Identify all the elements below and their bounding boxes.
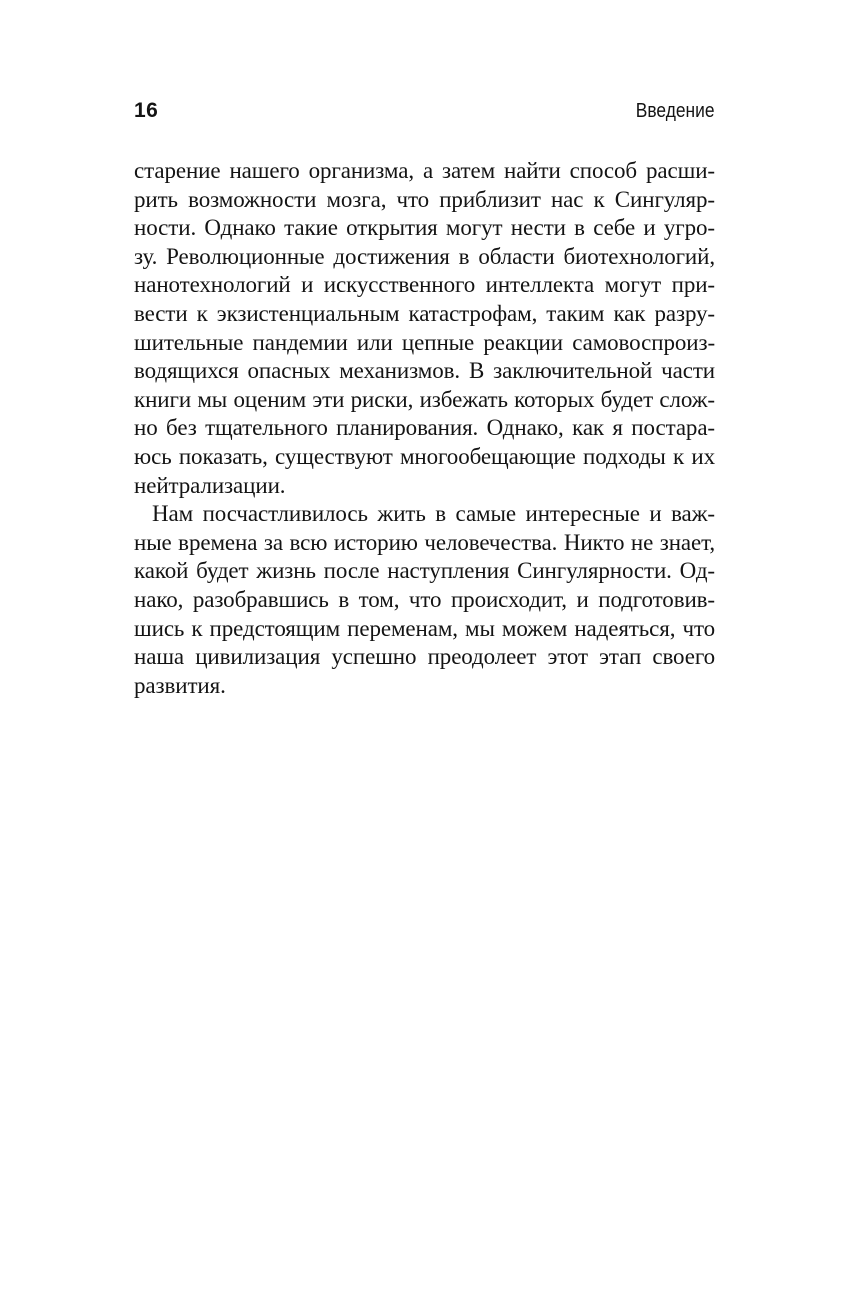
text-line: наша цивилизация успешно преодолеет этот этап своего <box>134 644 715 670</box>
text-line: шительные пандемии или цепные реакции самовоспроиз- <box>134 329 715 355</box>
text-line: какой будет жизнь после наступления Сингулярности. Од- <box>134 558 715 584</box>
text-line: но без тщательного планирования. Однако, как я постара- <box>134 415 715 441</box>
text-line: старение нашего организма, а затем найти способ расши- <box>134 158 715 183</box>
text-line: ности. Однако такие открытия могут нести в себе и угро- <box>134 215 715 241</box>
text-line: зу. Революционные достижения в области биотехнологий, <box>134 243 715 269</box>
text-line: шись к предстоящим переменам, мы можем надеяться, что <box>134 615 715 641</box>
text-line: нако, разобравшись в том, что происходит, и подготовив- <box>134 586 715 612</box>
page-number: 16 <box>134 99 159 122</box>
text-line: нанотехнологий и искусственного интеллекта могут при- <box>134 272 715 298</box>
text-line: Нам посчастливилось жить в самые интересные и важ- <box>152 501 715 527</box>
running-header <box>134 100 715 124</box>
paragraph-1 <box>134 157 715 500</box>
text-line: ные времена за всю историю человечества. Никто не знает, <box>134 529 715 555</box>
text-line: рить возможности мозга, что приблизит нас к Сингуляр- <box>134 186 715 212</box>
text-line: водящихся опасных механизмов. В заключительной части <box>134 358 715 384</box>
chapter-title: Введение <box>636 100 715 122</box>
paragraph-2 <box>134 500 715 700</box>
text-line: книги мы оценим эти риски, избежать которых будет слож- <box>134 386 715 412</box>
text-line: вести к экзистенциальным катастрофам, таким как разру- <box>134 300 715 326</box>
text-line: развития. <box>134 672 226 698</box>
text-line: юсь показать, существуют многообещающие подходы к их <box>134 443 715 469</box>
body-text <box>134 157 715 700</box>
text-line: нейтрализации. <box>134 472 286 498</box>
